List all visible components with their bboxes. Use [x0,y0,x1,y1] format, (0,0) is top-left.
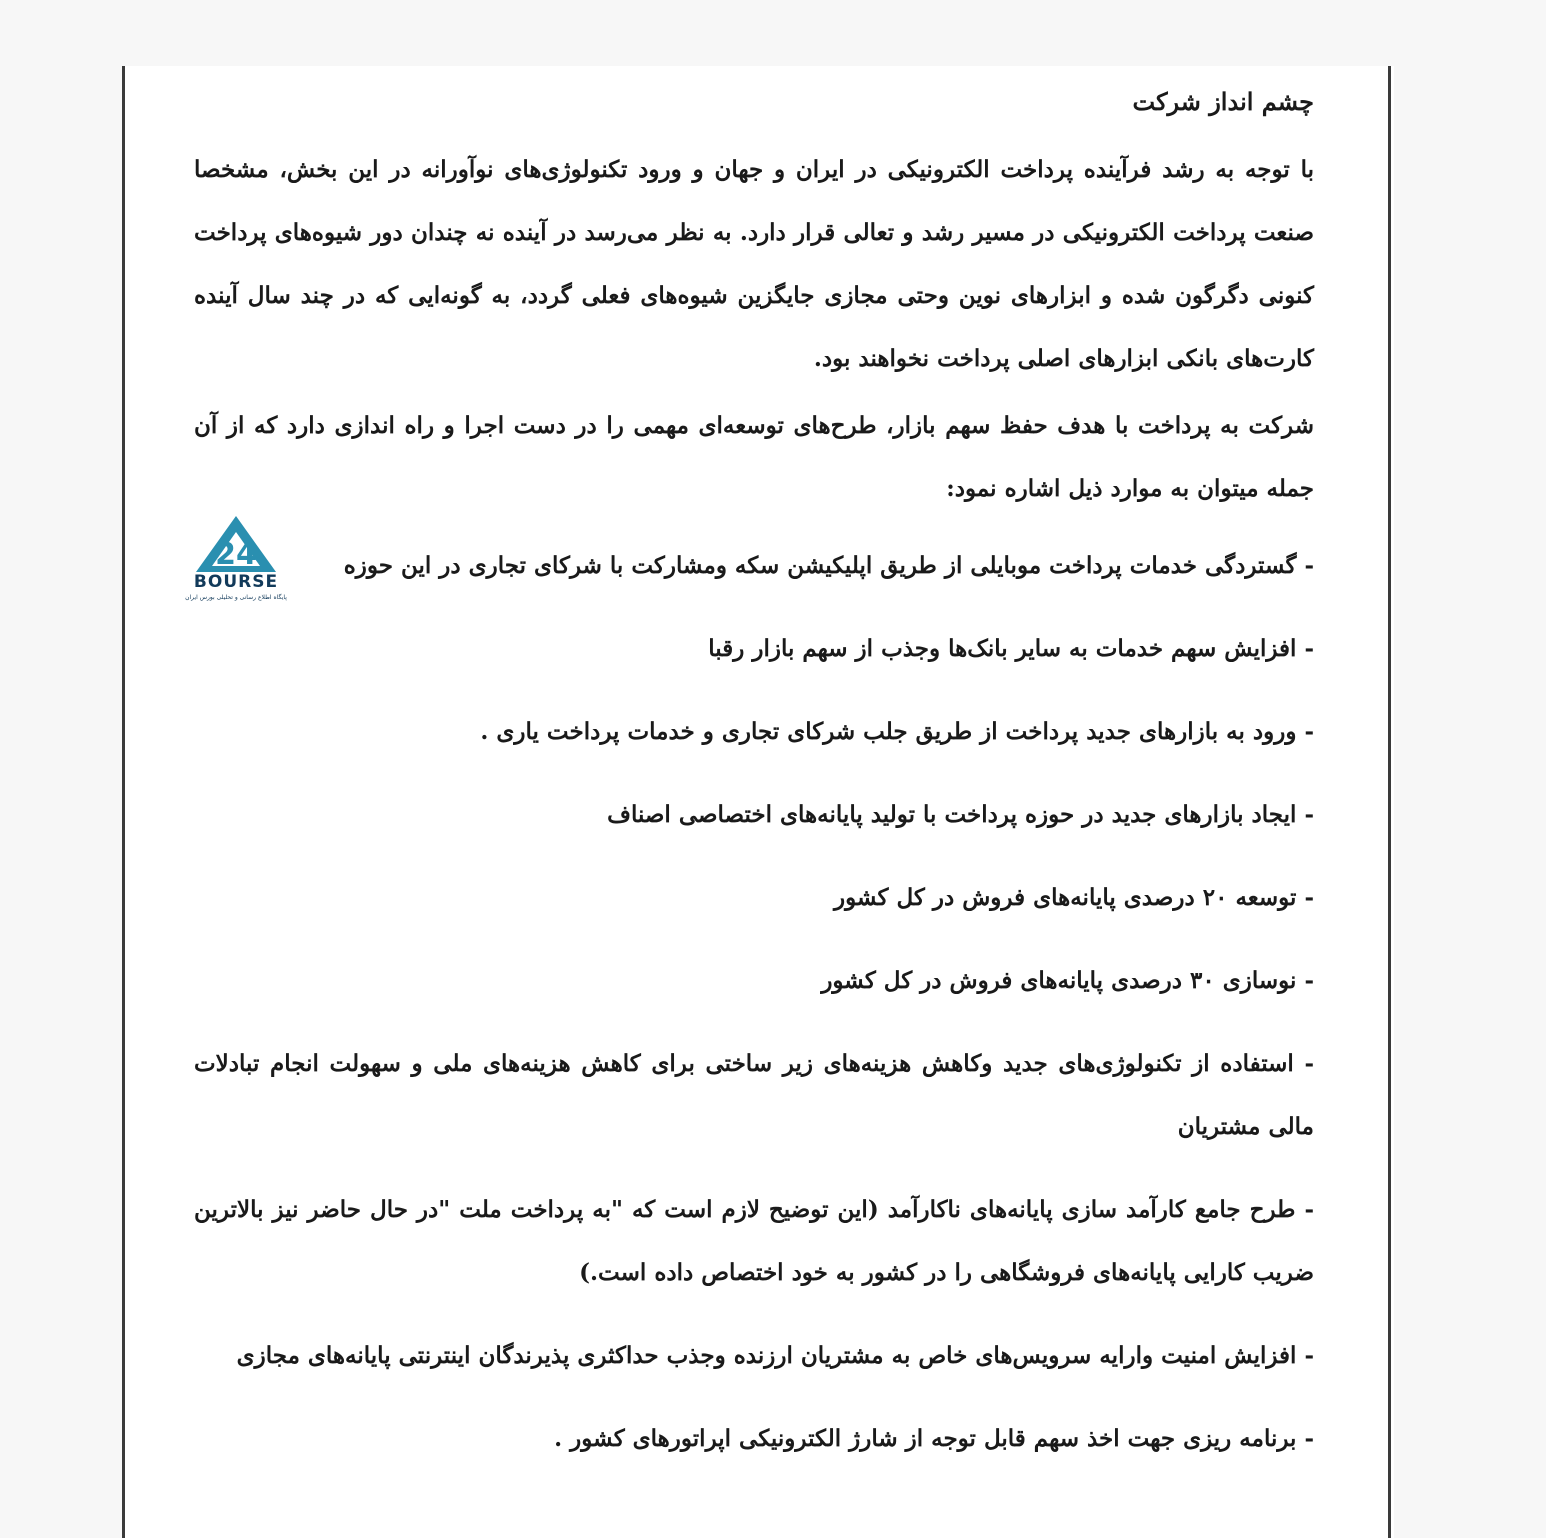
bourse-logo-icon [180,514,292,576]
list-item: - استفاده از تکنولوژی‌های جدید وکاهش هزینه‌های زیر ساختی برای کاهش هزینه‌های ملی و سهولت انجام تبادلات مالی مشتریان [194,1050,1314,1140]
page-border-left [122,66,125,1538]
document-body [194,78,1314,1490]
page-border-right [1388,66,1391,1538]
list-item: - افزایش سهم خدمات به سایر بانک‌ها وجذب از سهم بازار رقبا [708,635,1314,662]
list-item: - ایجاد بازارهای جدید در حوزه پرداخت با تولید پایانه‌های اختصاصی اصناف [607,801,1314,828]
paragraph-intro: با توجه به رشد فرآینده پرداخت الکترونیکی در ایران و جهان و ورود تکنولوژی‌های نوآورانه در این بخش، مشخصا صنعت پرداخت الکترونیکی در مسیر رشد و تعالی قرار دارد. به نظر می‌رسد در آینده نه چندان دور شیوه‌های پرداخت کنونی دگرگون شده و ابزارهای نوین وحتی مجازی جایگزین شیوه‌های فعلی گردد، به گونه‌ایی که در چند سال آینده کارت‌های بانکی ابزارهای اصلی پرداخت نخواهند بود. [194,156,1314,372]
list-item: - برنامه ریزی جهت اخذ سهم قابل توجه از شارژ الکترونیکی اپراتورهای کشور . [554,1425,1314,1452]
list-item: - طرح جامع کارآمد سازی پایانه‌های ناکارآمد (این توضیح لازم است که "به پرداخت ملت "در حال حاضر نیز بالاترین ضریب کارایی پایانه‌های فروشگاهی را در کشور به خود اختصاص داده است.) [194,1196,1314,1286]
list-item: - افزایش امنیت وارایه سرویس‌های خاص به مشتریان ارزنده وجذب حداکثری پذیرندگان اینترنتی پایانه‌های مجازی [236,1342,1314,1369]
svg-text:24: 24 [215,537,257,572]
logo-tagline: پایگاه اطلاع رسانی و تحلیلی بورس ایران [185,594,287,601]
paragraph-plans: شرکت به پرداخت با هدف حفظ سهم بازار، طرح‌های توسعه‌ای مهمی را در دست اجرا و راه اندازی دارد که از آن جمله میتوان به موارد ذیل اشاره نمود: [194,412,1314,502]
document-title: چشم انداز شرکت [1132,87,1314,116]
list-item: - توسعه ۲۰ درصدی پایانه‌های فروش در کل کشور [834,884,1314,911]
logo-brand: BOURSE [193,572,279,592]
bourse-logo [180,514,292,608]
list-item: - نوسازی ۳۰ درصدی پایانه‌های فروش در کل کشور [821,967,1314,994]
list-item: - گستردگی خدمات پرداخت موبایلی از طریق اپلیکیشن سکه ومشارکت با شرکای تجاری در این حوزه [343,552,1314,579]
list-item: - ورود به بازارهای جدید پرداخت از طریق جلب شرکای تجاری و خدمات پرداخت یاری . [480,718,1314,745]
bullet-list [194,534,1314,1470]
